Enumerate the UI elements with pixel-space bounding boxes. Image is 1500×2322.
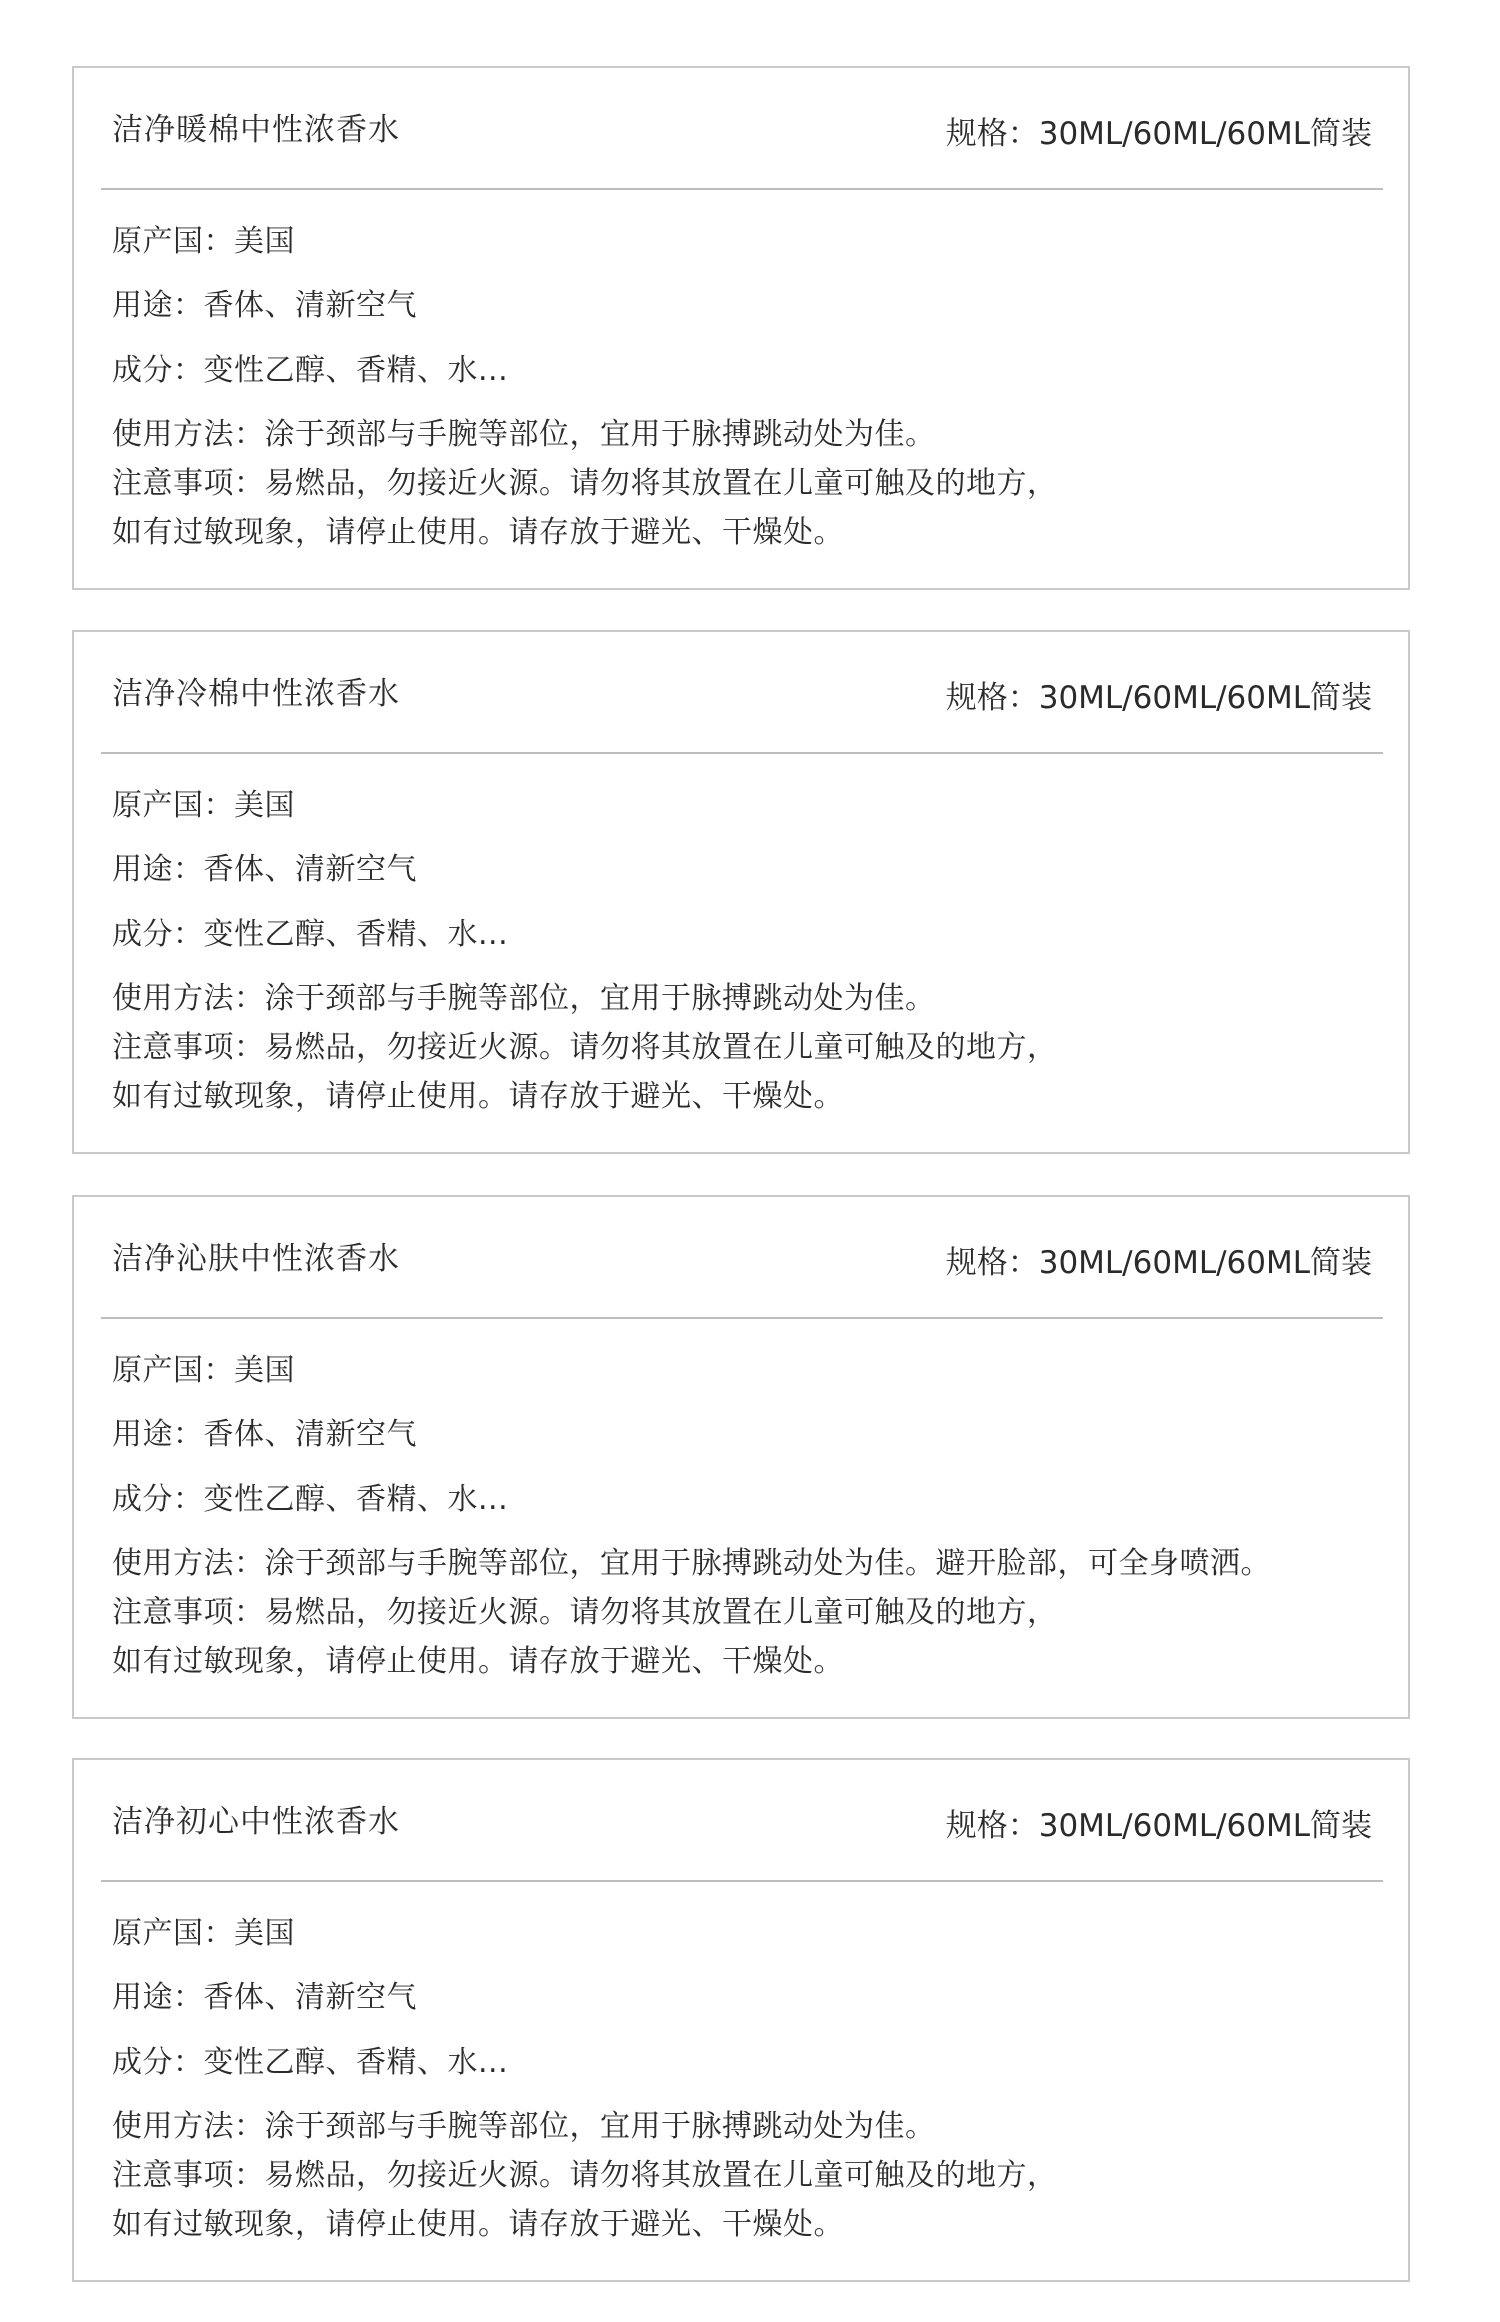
product-name: 洁净沁肤中性浓香水 [112,1241,400,1277]
caution-text: 注意事项：易燃品，勿接近火源。请勿将其放置在儿童可触及的地方， [112,1595,1058,1630]
card-header [74,632,1408,752]
caution-text: 注意事项：易燃品，勿接近火源。请勿将其放置在儿童可触及的地方， [112,466,1058,501]
caution-continued-text: 如有过敏现象，请停止使用。请存放于避光、干燥处。 [112,1079,844,1114]
ingredients-text: 成分：变性乙醇、香精、水... [112,353,509,388]
ingredients-text: 成分：变性乙醇、香精、水... [112,2045,509,2080]
caution-continued-text: 如有过敏现象，请停止使用。请存放于避光、干燥处。 [112,2207,844,2242]
method-text: 使用方法：涂于颈部与手腕等部位，宜用于脉搏跳动处为佳。 [112,417,936,452]
caution-text: 注意事项：易燃品，勿接近火源。请勿将其放置在儿童可触及的地方， [112,1030,1058,1065]
ingredients-text: 成分：变性乙醇、香精、水... [112,1482,509,1517]
product-name: 洁净冷棉中性浓香水 [112,676,400,712]
card-header [74,1197,1408,1317]
ingredients-text: 成分：变性乙醇、香精、水... [112,917,509,952]
product-spec: 规格：30ML/60ML/60ML简装 [945,680,1372,716]
card-header [74,68,1408,188]
caution-continued-text: 如有过敏现象，请停止使用。请存放于避光、干燥处。 [112,1644,844,1679]
product-spec: 规格：30ML/60ML/60ML简装 [945,1245,1372,1281]
caution-continued-text: 如有过敏现象，请停止使用。请存放于避光、干燥处。 [112,515,844,550]
product-name: 洁净初心中性浓香水 [112,1804,400,1840]
product-spec: 规格：30ML/60ML/60ML简装 [945,1808,1372,1844]
divider [101,1880,1383,1882]
usage-text: 用途：香体、清新空气 [112,288,417,323]
product-card [72,630,1410,1154]
product-name: 洁净暖棉中性浓香水 [112,112,400,148]
product-card [72,1758,1410,2282]
caution-text: 注意事项：易燃品，勿接近火源。请勿将其放置在儿童可触及的地方， [112,2158,1058,2193]
method-text: 使用方法：涂于颈部与手腕等部位，宜用于脉搏跳动处为佳。 [112,981,936,1016]
method-text: 使用方法：涂于颈部与手腕等部位，宜用于脉搏跳动处为佳。避开脸部，可全身喷洒。 [112,1546,1271,1581]
product-card [72,66,1410,590]
origin-text: 原产国：美国 [112,1916,295,1951]
product-card [72,1195,1410,1719]
usage-text: 用途：香体、清新空气 [112,852,417,887]
product-spec: 规格：30ML/60ML/60ML简装 [945,116,1372,152]
usage-text: 用途：香体、清新空气 [112,1980,417,2015]
usage-text: 用途：香体、清新空气 [112,1417,417,1452]
origin-text: 原产国：美国 [112,788,295,823]
divider [101,1317,1383,1319]
card-header [74,1760,1408,1880]
divider [101,188,1383,190]
origin-text: 原产国：美国 [112,1353,295,1388]
origin-text: 原产国：美国 [112,224,295,259]
divider [101,752,1383,754]
method-text: 使用方法：涂于颈部与手腕等部位，宜用于脉搏跳动处为佳。 [112,2109,936,2144]
